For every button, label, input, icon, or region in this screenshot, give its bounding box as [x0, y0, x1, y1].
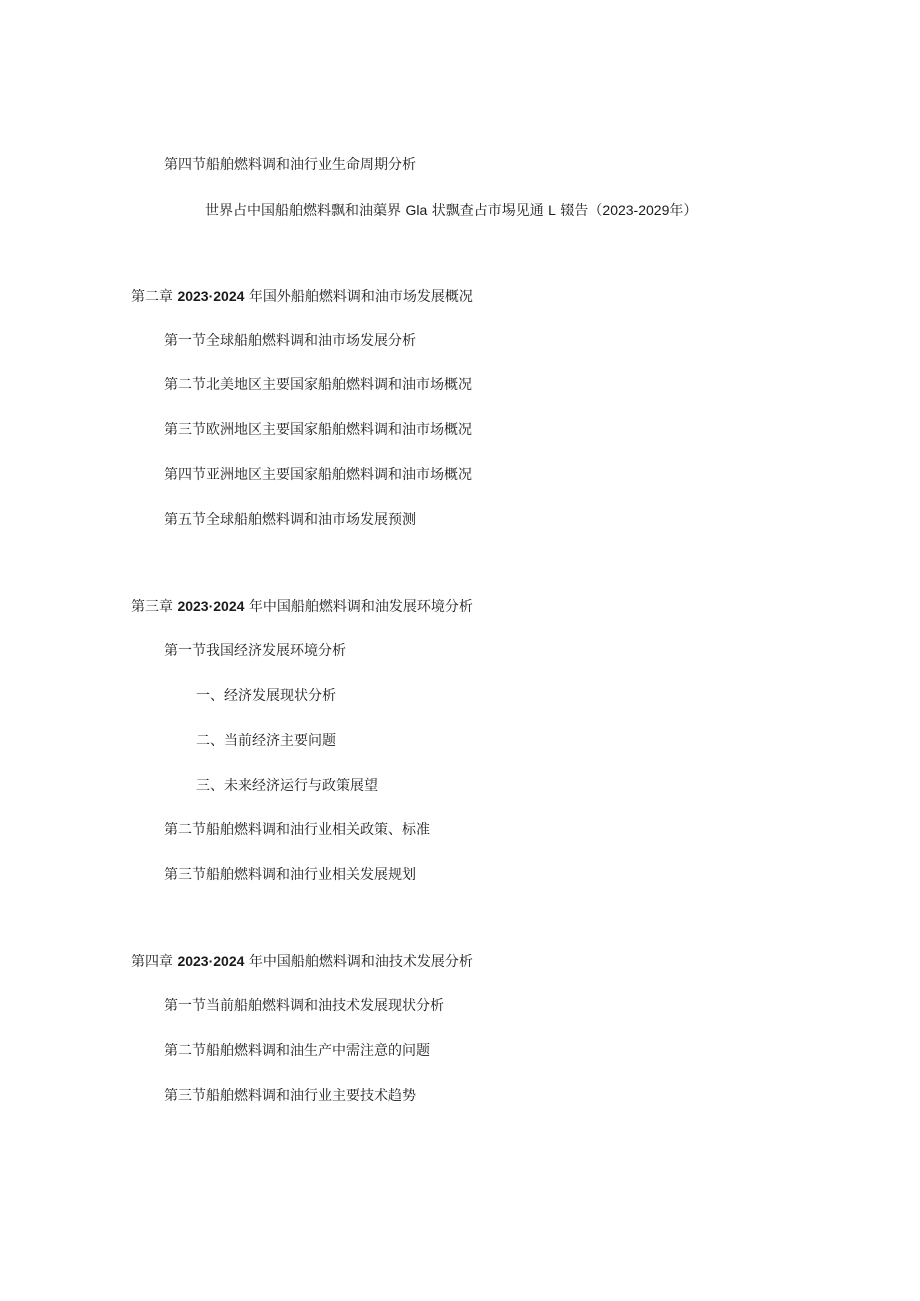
chapter-4-suffix: 年中国船舶燃料调和油技术发展分析: [248, 954, 473, 970]
toc-chapter-3-section-2: 第二节船舶燃料调和油行业相关政策、标准: [164, 822, 430, 838]
running-title-part-d: L: [548, 202, 556, 218]
toc-chapter-3-section-1: 第一节我国经济发展环境分析: [164, 643, 346, 659]
toc-chapter-3-item-1: 一、经济发展现状分析: [196, 688, 336, 704]
toc-chapter-4-section-3: 第三节船舶燃料调和油行业主要技术趋势: [164, 1088, 416, 1104]
running-title-part-c: 状飘查占市埸见通: [431, 203, 544, 219]
running-title-part-e: 辍告（: [560, 203, 603, 219]
chapter-4-years: 2023·2024: [177, 953, 245, 969]
chapter-3-prefix: 第三章: [131, 599, 173, 615]
running-title: [205, 201, 697, 220]
toc-section-lifecycle: 第四节船舶燃料调和油行业生命周期分析: [164, 157, 416, 173]
running-title-part-f: 年）: [669, 203, 698, 219]
running-title-part-a: 世界占中国船舶燃料飘和油蕖界: [205, 203, 401, 219]
running-title-part-b: Gla: [405, 202, 428, 218]
toc-chapter-2-section-1: 第一节全球船舶燃料调和油市场发展分析: [164, 333, 416, 349]
toc-chapter-2-section-5: 第五节全球船舶燃料调和油市场发展预测: [164, 512, 416, 528]
toc-chapter-3-section-3: 第三节船舶燃料调和油行业相关发展规划: [164, 867, 416, 883]
chapter-3-suffix: 年中国船舶燃料调和油发展环境分析: [248, 599, 473, 615]
toc-chapter-3: [131, 597, 473, 616]
toc-chapter-4-section-1: 第一节当前船舶燃料调和油技术发展现状分析: [164, 998, 444, 1014]
chapter-2-years: 2023·2024: [177, 288, 245, 304]
chapter-3-years: 2023·2024: [177, 598, 245, 614]
chapter-2-suffix: 年国外船舶燃料调和油市场发展概况: [248, 289, 473, 305]
chapter-2-prefix: 第二章: [131, 289, 173, 305]
toc-chapter-3-item-2: 二、当前经济主要问题: [196, 733, 336, 749]
chapter-4-prefix: 第四章: [131, 954, 173, 970]
toc-chapter-2: [131, 287, 473, 306]
toc-chapter-4-section-2: 第二节船舶燃料调和油生产中需注意的问题: [164, 1043, 430, 1059]
toc-chapter-3-item-3: 三、未来经济运行与政策展望: [196, 778, 378, 794]
toc-chapter-2-section-4: 第四节亚洲地区主要国家船舶燃料调和油市场概况: [164, 467, 472, 483]
toc-chapter-2-section-3: 第三节欧洲地区主要国家船舶燃料调和油市场概况: [164, 422, 472, 438]
toc-chapter-4: [131, 952, 473, 971]
running-title-years: 2023-2029: [602, 202, 670, 218]
toc-chapter-2-section-2: 第二节北美地区主要国家船舶燃料调和油市场概况: [164, 377, 472, 393]
